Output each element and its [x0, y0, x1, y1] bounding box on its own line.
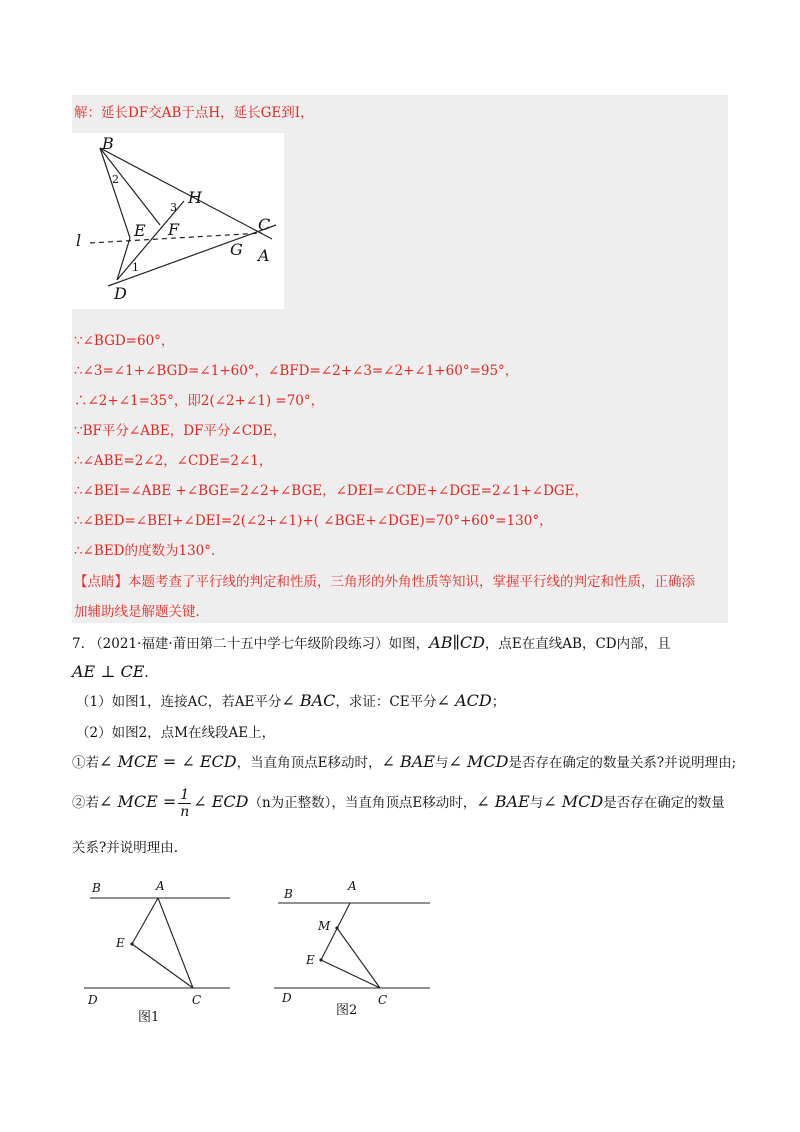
fig1-segment-AE: [132, 898, 158, 944]
fig2-segment-EC: [321, 960, 380, 988]
sub-2-text-b: （n为正整数），当直角顶点E移动时，: [248, 795, 477, 811]
fig1-segment-AC: [158, 898, 193, 988]
fig1-point-E: [130, 942, 133, 945]
sub-1-text-a: ①若: [72, 755, 99, 771]
fraction-numerator: 1: [180, 787, 190, 803]
fig2-label-B: B: [284, 887, 293, 901]
sub-2-angle-bae: ∠ BAE: [476, 792, 530, 811]
sub-question-1: [72, 751, 736, 771]
sub-2-text-c: 与: [529, 795, 544, 811]
part-1-text-c: ；: [491, 694, 506, 710]
sub-question-2: [72, 787, 725, 820]
fig1-segment-EC: [132, 944, 193, 988]
question-text-1-end: .: [144, 665, 149, 681]
fig1-label-D: D: [88, 993, 98, 1007]
label-C: C: [258, 215, 271, 234]
question-line-1: [72, 632, 671, 652]
solution-figure: [72, 133, 284, 309]
label-E: E: [134, 221, 146, 240]
fig2-point-M: [335, 926, 338, 929]
fig2-segment-MC: [337, 928, 380, 988]
sub-2-rhs: ∠ ECD: [193, 792, 249, 811]
question-text-1: ，点E在直线AB，CD内部，且: [484, 636, 671, 652]
sub-2-lhs: ∠ MCE =: [99, 792, 177, 811]
segment-BF: [100, 148, 160, 225]
fig2-label-D: D: [282, 991, 292, 1005]
label-A: A: [258, 246, 270, 265]
step-6: ∴∠BEI=∠ABE +∠BGE=2∠2+∠BGE，∠DEI=∠CDE+∠DGE=2∠1+∠DGE，: [74, 483, 589, 499]
label-B: B: [102, 134, 114, 153]
sub-1-angle-mcd: ∠ MCD: [448, 752, 509, 771]
angle-1-label: 1: [132, 261, 139, 274]
fig1-label-B: B: [92, 881, 101, 895]
question-number: 7.: [72, 636, 85, 652]
part-1: [76, 690, 505, 710]
part-1-text-a: （1）如图1，连接AC，若AE平分: [76, 694, 282, 710]
step-3: ∴∠2+∠1=35°，即2(∠2+∠1) =70°，: [74, 393, 325, 409]
fig2-caption: 图2: [336, 1003, 358, 1018]
parallel-expr: AB∥CD: [429, 633, 485, 652]
step-4: ∵BF平分∠ABE，DF平分∠CDE，: [74, 423, 287, 439]
sub-2-text-a: ②若: [72, 795, 99, 811]
segment-ED: [117, 238, 130, 280]
part-1-text-b: ，求证：CE平分: [335, 694, 437, 710]
comment-line-2: 加辅助线是解题关键.: [74, 604, 200, 620]
question-source: （2021·福建·莆田第二十五中学七年级阶段练习）如图，: [89, 636, 430, 652]
fig1-label-E: E: [116, 936, 125, 950]
angle-bac: ∠ BAC: [281, 691, 336, 710]
sub-2-text-d: 是否存在确定的数量: [603, 795, 725, 811]
fig2-label-M: M: [318, 919, 331, 933]
comment-line-1: 【点睛】本题考查了平行线的判定和性质，三角形的外角性质等知识，掌握平行线的判定和性质，正确添: [74, 574, 695, 590]
angle-2-label: 2: [112, 173, 119, 186]
fig2-point-E: [319, 958, 322, 961]
sub-question-2-end: 关系?并说明理由.: [72, 840, 179, 856]
fig2-label-E: E: [306, 953, 315, 967]
angle-acd: ∠ ACD: [436, 691, 492, 710]
solution-diagram: [72, 133, 284, 309]
step-7: ∴∠BED=∠BEI+∠DEI=2(∠2+∠1)+( ∠BGE+∠DGE)=70°+60°=130°，: [74, 513, 553, 529]
fig2-label-C: C: [378, 993, 388, 1007]
step-5: ∴∠ABE=2∠2，∠CDE=2∠1，: [74, 453, 273, 469]
sub-1-equation: ∠ MCE = ∠ ECD: [99, 752, 237, 771]
angle-3-label: 3: [170, 201, 177, 214]
fraction-denominator: n: [180, 804, 190, 820]
sub-1-text-b: ，当直角顶点E移动时，: [236, 755, 382, 771]
label-H: H: [188, 188, 202, 207]
fraction-1-over-n: [178, 787, 191, 820]
question-line-2: [72, 662, 149, 681]
figure-1: [80, 876, 240, 1026]
label-G: G: [230, 240, 243, 259]
sub-1-angle-bae: ∠ BAE: [381, 752, 435, 771]
fig2-label-A: A: [348, 879, 357, 893]
sub-2-angle-mcd: ∠ MCD: [543, 792, 604, 811]
step-1: ∵∠BGD=60°，: [74, 333, 175, 349]
fig1-label-C: C: [192, 993, 202, 1007]
fig1-caption: 图1: [138, 1010, 160, 1025]
sub-1-text-c: 与: [434, 755, 449, 771]
label-D: D: [114, 284, 127, 303]
label-F: F: [168, 220, 180, 239]
part-2: （2）如图2，点M在线段AE上，: [76, 725, 276, 741]
step-8: ∴∠BED的度数为130°.: [74, 543, 216, 559]
solution-intro: 解：延长DF交AB于点H，延长GE到I，: [74, 105, 314, 121]
step-2: ∴∠3=∠1+∠BGD=∠1+60°，∠BFD=∠2+∠3=∠2+∠1+60°=95°，: [74, 363, 519, 379]
fig1-label-A: A: [156, 879, 165, 893]
label-l: l: [76, 231, 82, 250]
figure-2: [272, 876, 434, 1026]
perpendicular-expr: AE ⊥ CE: [72, 662, 145, 681]
sub-1-text-d: 是否存在确定的数量关系?并说明理由;: [508, 755, 737, 771]
